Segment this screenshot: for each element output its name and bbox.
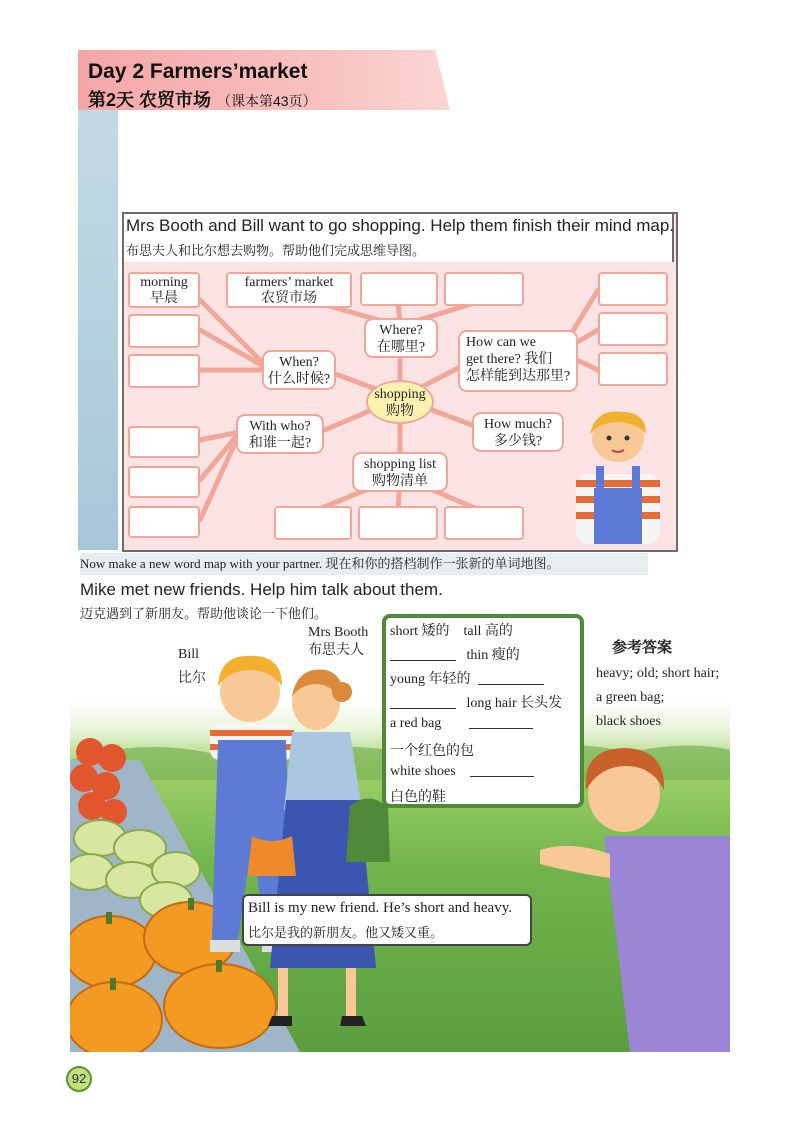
answer-box-how-2[interactable] bbox=[598, 312, 668, 346]
answer-box-where-2[interactable] bbox=[360, 272, 438, 306]
answer-box-who-2[interactable] bbox=[128, 466, 200, 498]
node-how-get-line2 bbox=[466, 351, 576, 368]
box-morning bbox=[128, 272, 200, 308]
box-morning-en: morning bbox=[140, 275, 188, 290]
hub-label-en: shopping bbox=[374, 387, 426, 402]
node-when-zh: 什么时候? bbox=[267, 372, 331, 387]
section2-instruction-zh: 迈克遇到了新朋友。帮助他谈论一下他们。 bbox=[80, 606, 328, 621]
answer-box-how-3[interactable] bbox=[598, 352, 668, 386]
answer-line-2: a green bag; bbox=[596, 690, 665, 705]
answer-line-3: black shoes bbox=[596, 714, 661, 729]
answer-line-1: heavy; old; short hair; bbox=[596, 666, 720, 681]
answer-box-when-2[interactable] bbox=[128, 314, 200, 348]
answer-box-when-3[interactable] bbox=[128, 354, 200, 388]
answer-box-list-2[interactable] bbox=[358, 506, 438, 540]
vocab-thin: thin 瘦的 bbox=[466, 648, 520, 663]
answer-box-who-1[interactable] bbox=[128, 426, 200, 458]
vocab-row-white-shoes bbox=[390, 764, 534, 780]
bill-label bbox=[178, 646, 206, 688]
node-how-much bbox=[472, 412, 564, 452]
boy-illustration bbox=[566, 404, 670, 544]
vocab-red-bag: a red bag bbox=[390, 716, 442, 731]
vocab-row-short-tall bbox=[390, 620, 513, 640]
node-when-en: When? bbox=[279, 355, 319, 370]
answer-box-list-1[interactable] bbox=[274, 506, 352, 540]
node-how-get-there bbox=[458, 330, 578, 392]
page-title: Day 2 Farmers’market bbox=[88, 60, 308, 83]
vocab-row-red-bag bbox=[390, 716, 533, 732]
mind-map-hub-shopping bbox=[366, 380, 434, 424]
node-shopping-list bbox=[352, 452, 448, 492]
answer-box-where-3[interactable] bbox=[444, 272, 524, 306]
node-how-much-zh: 多少钱? bbox=[493, 434, 543, 449]
node-shopping-list-zh: 购物清单 bbox=[372, 474, 428, 489]
vocab-long-hair: long hair 长头发 bbox=[466, 696, 563, 711]
answer-box-list-3[interactable] bbox=[444, 506, 524, 540]
answer-box-who-3[interactable] bbox=[128, 506, 200, 538]
answer-title: 参考答案 bbox=[612, 640, 673, 656]
node-where bbox=[364, 318, 438, 358]
vocab-row-young bbox=[390, 668, 544, 688]
vocab-white-shoes: white shoes bbox=[390, 764, 456, 779]
node-shopping-list-en: shopping list bbox=[364, 457, 436, 472]
node-where-zh: 在哪里? bbox=[376, 340, 426, 355]
section2-instruction-en: Mike met new friends. Help him talk about them. bbox=[80, 580, 443, 599]
vocab-tall: tall 高的 bbox=[463, 624, 513, 639]
node-with-who-en: With who? bbox=[249, 419, 311, 434]
blank-4[interactable] bbox=[469, 718, 533, 729]
blank-3[interactable] bbox=[390, 698, 456, 709]
vocab-young: young 年轻的 bbox=[390, 672, 471, 687]
node-with-who bbox=[236, 414, 324, 454]
node-with-who-zh: 和谁一起? bbox=[248, 436, 312, 451]
bill-label-en: Bill bbox=[178, 647, 200, 662]
node-how-get-zh: 我们 bbox=[524, 352, 553, 367]
side-band bbox=[78, 50, 118, 550]
vocab-white-shoes-zh: 白色的鞋 bbox=[390, 790, 446, 805]
bill-label-zh: 比尔 bbox=[178, 671, 206, 686]
booth-label-zh: 布思夫人 bbox=[308, 643, 364, 658]
mind-map-bottom-note bbox=[80, 553, 648, 575]
page-subtitle-zh: 第2天 农贸市场 bbox=[88, 90, 212, 110]
mind-map-instruction-zh: 布思夫人和比尔想去购物。帮助他们完成思维导图。 bbox=[126, 243, 426, 258]
mind-map-instruction-en: Mrs Booth and Bill want to go shopping. Help them finish their mind map. bbox=[126, 216, 675, 235]
vocab-row-thin bbox=[390, 644, 520, 664]
speech-en: Bill is my new friend. He’s short and heavy. bbox=[248, 900, 512, 916]
node-where-en: Where? bbox=[379, 323, 423, 338]
blank-1[interactable] bbox=[390, 650, 456, 661]
booth-label bbox=[308, 624, 368, 660]
hub-label-zh: 购物 bbox=[386, 404, 414, 419]
blank-5[interactable] bbox=[470, 766, 534, 777]
vocab-row-long-hair bbox=[390, 692, 562, 712]
node-how-much-en: How much? bbox=[483, 417, 553, 432]
page-subtitle bbox=[88, 86, 317, 112]
answer-box-how-1[interactable] bbox=[598, 272, 668, 306]
node-when bbox=[262, 350, 336, 390]
box-farmers-market-zh: 农贸市场 bbox=[261, 291, 317, 306]
node-how-get-en2: get there? bbox=[466, 352, 521, 367]
bottom-note-text: Now make a new word map with your partner. 现在和你的搭档制作一张新的单词地图。 bbox=[80, 556, 560, 571]
box-morning-zh: 早晨 bbox=[150, 291, 178, 306]
box-farmers-market-en: farmers’ market bbox=[244, 275, 334, 290]
speech-zh: 比尔是我的新朋友。他又矮又重。 bbox=[248, 925, 444, 940]
page-reference: （课本第43页） bbox=[217, 93, 317, 109]
page-number: 92 bbox=[66, 1066, 92, 1092]
vocab-short: short 矮的 bbox=[390, 624, 450, 639]
vocab-red-bag-zh: 一个红色的包 bbox=[390, 744, 474, 759]
node-how-get-zh2: 怎样能到达那里? bbox=[466, 369, 571, 384]
booth-label-en: Mrs Booth bbox=[308, 625, 369, 640]
box-farmers-market bbox=[226, 272, 352, 308]
blank-2[interactable] bbox=[478, 674, 544, 685]
node-how-get-en: How can we bbox=[466, 335, 536, 350]
